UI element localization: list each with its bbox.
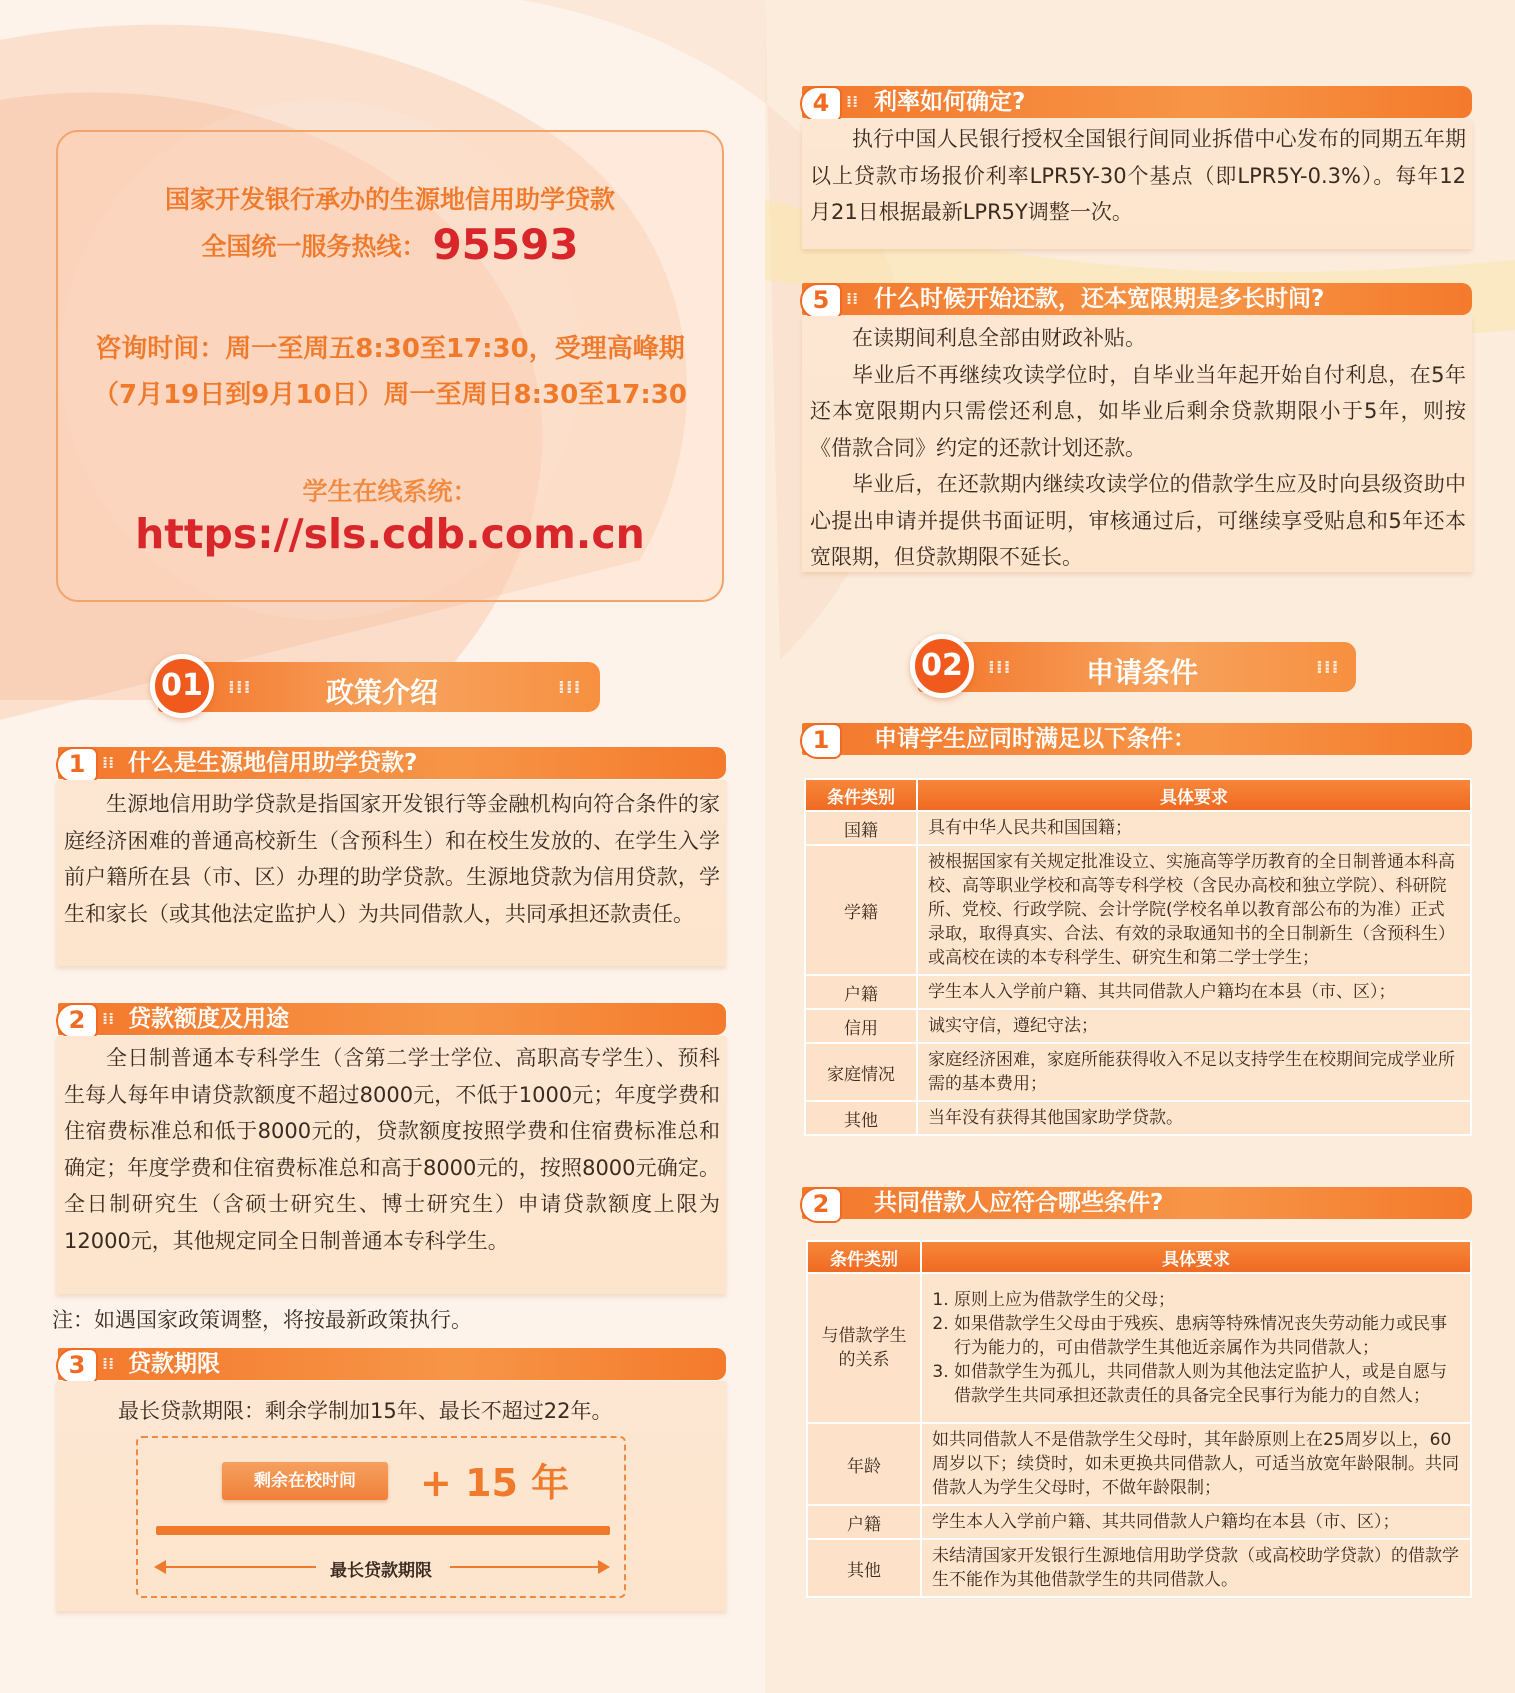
table-cell-category: 家庭情况 <box>805 1043 917 1101</box>
table-cell-requirement: 被根据国家有关规定批准设立、实施高等学历教育的全日制普通本科高校、高等职业学校和高等专科学校（含民办高校和独立学院）、科研院所、党校、行政学院、会计学院(学校名单以教育部公布的为准）正式录取，取得真实、合法、有效的录取通知书的全日制新生（含预科生）或高校在读的本专科学生、研究生和第二学士学生； <box>917 845 1471 975</box>
table-cell-requirement: 学生本人入学前户籍、其共同借款人户籍均在本县（市、区）； <box>917 975 1471 1009</box>
table-cell-category: 其他 <box>805 1101 917 1135</box>
table-cell-requirement: 具有中华人民共和国国籍； <box>917 811 1471 845</box>
table-1-col-category: 条件类别 <box>805 779 917 811</box>
table-row <box>805 1043 1471 1101</box>
dots-icon: ⁞⁞⁞ <box>1316 657 1340 678</box>
item-1-title: 什么是生源地信用助学贷款? <box>128 750 418 776</box>
item-3-title: 贷款期限 <box>128 1351 220 1377</box>
item-1-number: 1 <box>56 747 98 783</box>
consult-hours-2: （7月19日到9月10日）周一至周日8:30至17:30 <box>93 380 687 410</box>
table-row <box>805 975 1471 1009</box>
section-01-number: 01 <box>150 654 214 718</box>
table-row <box>805 811 1471 845</box>
table-cell-category: 学籍 <box>805 845 917 975</box>
plus-15-years: + 15 年 <box>420 1461 570 1505</box>
item-4-title: 利率如何确定? <box>874 89 1026 115</box>
item-5-header <box>802 283 1472 315</box>
item-1-text <box>64 786 720 932</box>
item-4-number: 4 <box>800 86 842 122</box>
item-5-title: 什么时候开始还款，还本宽限期是多长时间? <box>874 286 1325 312</box>
item-3-header <box>58 1348 726 1380</box>
item-5-text <box>810 320 1466 576</box>
table-1-title: 申请学生应同时满足以下条件： <box>874 726 1196 752</box>
hotline-box <box>56 130 724 602</box>
table-2-col-requirement: 具体要求 <box>921 1241 1471 1273</box>
max-term-label: 最长贷款期限 <box>330 1561 432 1581</box>
table-1-number: 1 <box>800 723 842 759</box>
dots-icon: ⁞⁞ <box>846 92 859 111</box>
table-2-col-category: 条件类别 <box>807 1241 921 1273</box>
applicant-conditions-table <box>804 778 1472 1136</box>
item-3-number: 3 <box>56 1348 98 1384</box>
table-row <box>807 1505 1471 1539</box>
hotline-title: 国家开发银行承办的生源地信用助学贷款 <box>164 185 615 214</box>
item-2-paragraph: 全日制普通本专科学生（含第二学士学位、高职高专学生）、预科生每人每年申请贷款额度不超过8000元，不低于1000元；年度学费和住宿费标准总和低于8000元的，贷款额度按照学费和住宿费标准总和确定；年度学费和住宿费标准总和高于8000元的，按照8000元确定。全日制研究生（含硕士研究生、博士研究生）申请贷款额度上限为12000元，其他规定同全日制普通本专科学生。 <box>64 1046 720 1253</box>
dots-icon: ⁞⁞ <box>846 289 859 308</box>
section-02-title: 申请条件 <box>1086 656 1199 689</box>
co-borrower-conditions-table <box>806 1240 1472 1598</box>
table-cell-requirement: 学生本人入学前户籍、其共同借款人户籍均在本县（市、区）； <box>921 1505 1471 1539</box>
item-3-text: 最长贷款期限：剩余学制加15年、最长不超过22年。 <box>118 1399 613 1423</box>
item-2-text <box>64 1040 720 1259</box>
table-cell-category: 户籍 <box>805 975 917 1009</box>
dots-icon: ⁞⁞ <box>102 1009 115 1028</box>
table-cell-category: 与借款学生的关系 <box>807 1273 921 1423</box>
hotline-label: 全国统一服务热线： <box>201 232 427 261</box>
hotline-number[interactable]: 95593 <box>432 220 579 269</box>
dots-icon: ⁞⁞⁞ <box>988 657 1012 678</box>
table-cell-requirement <box>921 1273 1471 1423</box>
section-01-header <box>158 662 600 712</box>
table-cell-requirement: 当年没有获得其他国家助学贷款。 <box>917 1101 1471 1135</box>
table-cell-requirement: 诚实守信，遵纪守法； <box>917 1009 1471 1043</box>
term-bar <box>156 1526 610 1535</box>
online-system-link[interactable]: https://sls.cdb.com.cn <box>135 510 645 558</box>
table-cell-requirement: 未结清国家开发银行生源地信用助学贷款（或高校助学贷款）的借款学生不能作为其他借款学生的共同借款人。 <box>921 1539 1471 1597</box>
table-cell-category: 其他 <box>807 1539 921 1597</box>
arrow-right-icon <box>450 1566 608 1568</box>
table-1-col-requirement: 具体要求 <box>917 779 1471 811</box>
consult-hours-1: 咨询时间：周一至周五8:30至17:30，受理高峰期 <box>95 334 685 364</box>
section-02-header <box>918 642 1356 692</box>
item-2-number: 2 <box>56 1003 98 1039</box>
item-4-paragraph: 执行中国人民银行授权全国银行间同业拆借中心发布的同期五年期以上贷款市场报价利率LPR5Y-30个基点（即LPR5Y-0.3%）。每年12月21日根据最新LPR5Y调整一次。 <box>810 127 1466 224</box>
table-2-title: 共同借款人应符合哪些条件? <box>874 1190 1164 1216</box>
table-cell-category: 国籍 <box>805 811 917 845</box>
item-2-header <box>58 1003 726 1035</box>
table-cell-requirement: 如共同借款人不是借款学生父母时，其年龄原则上在25周岁以上，60周岁以下；续贷时，如未更换共同借款人，可适当放宽年龄限制。共同借款人为学生父母时，不做年龄限制； <box>921 1423 1471 1505</box>
table-row <box>807 1273 1471 1423</box>
dots-icon: ⁞⁞⁞ <box>228 677 252 698</box>
list-item: 3. 如借款学生为孤儿，共同借款人则为其他法定监护人，或是自愿与借款学生共同承担还款责任的具备完全民事行为能力的自然人； <box>954 1360 1460 1408</box>
table-cell-category: 信用 <box>805 1009 917 1043</box>
table-row <box>805 1009 1471 1043</box>
dots-icon: ⁞⁞⁞ <box>558 677 582 698</box>
item-2-title: 贷款额度及用途 <box>128 1006 289 1032</box>
table-row <box>805 845 1471 975</box>
item-5-number: 5 <box>800 283 842 319</box>
dots-icon: ⁞⁞ <box>102 1354 115 1373</box>
list-item: 1. 原则上应为借款学生的父母； <box>954 1288 1460 1312</box>
policy-note: 注：如遇国家政策调整，将按最新政策执行。 <box>52 1308 472 1332</box>
dots-icon: ⁞⁞ <box>102 753 115 772</box>
item-1-paragraph: 生源地信用助学贷款是指国家开发银行等金融机构向符合条件的家庭经济困难的普通高校新生（含预科生）和在校生发放的、在学生入学前户籍所在县（市、区）办理的助学贷款。生源地贷款为信用贷款，学生和家长（或其他法定监护人）为共同借款人，共同承担还款责任。 <box>64 792 720 926</box>
item-5-paragraph-1: 在读期间利息全部由财政补贴。 <box>852 326 1146 350</box>
section-02-number: 02 <box>910 634 974 698</box>
table-cell-category: 户籍 <box>807 1505 921 1539</box>
section-01-title: 政策介绍 <box>326 676 439 709</box>
table-cell-category: 年龄 <box>807 1423 921 1505</box>
table-cell-requirement: 家庭经济困难，家庭所能获得收入不足以支持学生在校期间完成学业所需的基本费用； <box>917 1043 1471 1101</box>
item-4-text <box>810 121 1466 231</box>
hotline-number-row <box>58 220 722 269</box>
table-row <box>807 1539 1471 1597</box>
item-5-paragraph-3: 毕业后，在还款期内继续攻读学位的借款学生应及时向县级资助中心提出申请并提供书面证明，审核通过后，可继续享受贴息和5年还本宽限期，但贷款期限不延长。 <box>810 472 1466 569</box>
item-4-header <box>802 86 1472 118</box>
table-2-number: 2 <box>800 1187 842 1223</box>
remaining-school-time-label: 剩余在校时间 <box>222 1462 388 1500</box>
table-row <box>807 1423 1471 1505</box>
term-diagram <box>136 1436 626 1598</box>
table-row <box>805 1101 1471 1135</box>
table-1-header <box>802 723 1472 755</box>
online-system-label: 学生在线系统： <box>302 477 478 506</box>
relation-list <box>954 1288 1460 1408</box>
table-2-header <box>802 1187 1472 1219</box>
list-item: 2. 如果借款学生父母由于残疾、患病等特殊情况丧失劳动能力或民事行为能力的，可由借款学生其他近亲属作为共同借款人； <box>954 1312 1460 1360</box>
item-5-paragraph-2: 毕业后不再继续攻读学位时，自毕业当年起开始自付利息，在5年还本宽限期内只需偿还利息，如毕业后剩余贷款期限小于5年，则按《借款合同》约定的还款计划还款。 <box>810 362 1466 460</box>
item-1-header <box>58 747 726 779</box>
